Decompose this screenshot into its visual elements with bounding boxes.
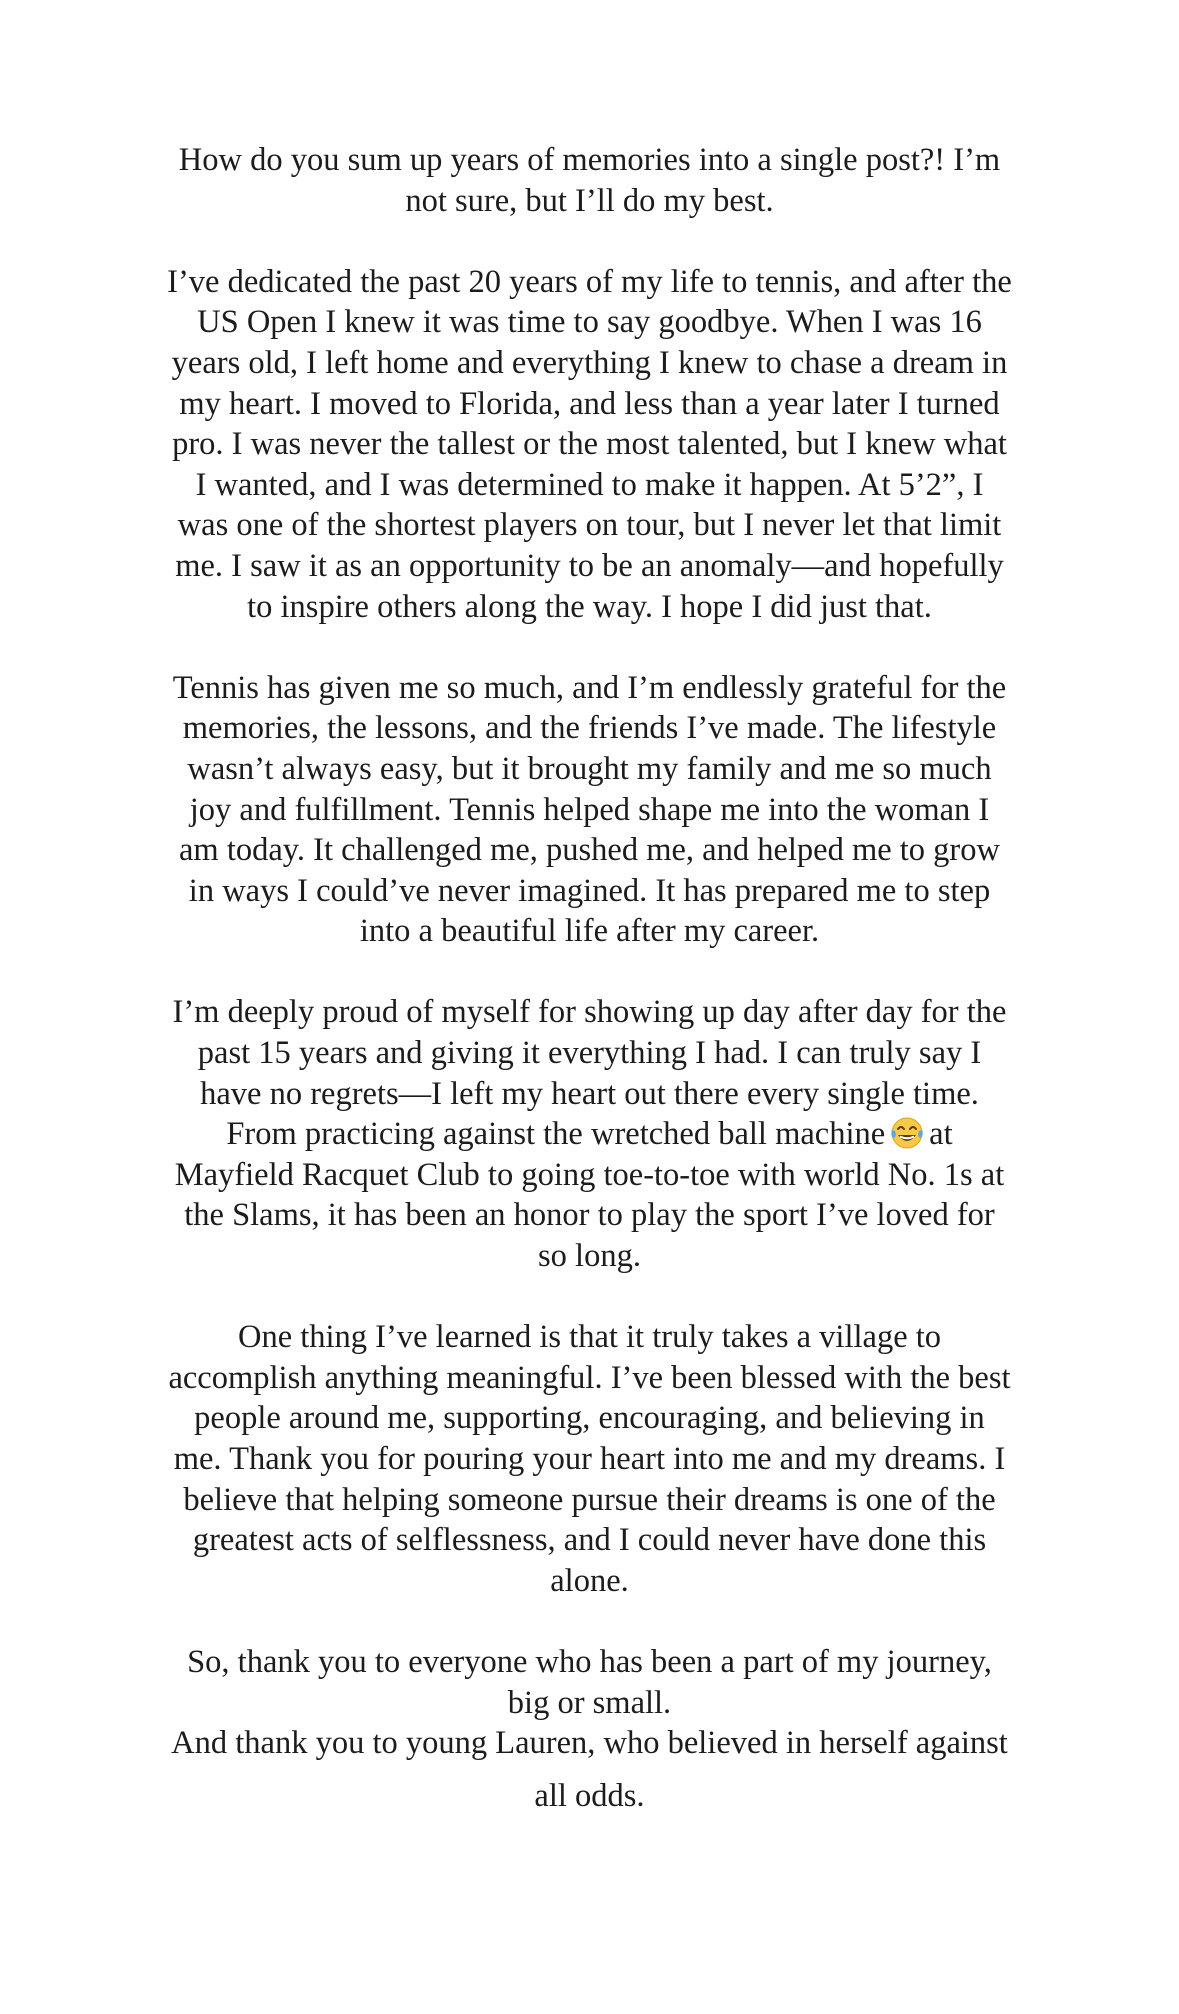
text-line: have no regrets—I left my heart out there every single time. (200, 1075, 979, 1112)
text-line: not sure, but I’ll do my best. (405, 182, 774, 219)
text-line: I wanted, and I was determined to make it happen. At 5’2”, I (195, 466, 984, 503)
text-line: One thing I’ve learned is that it truly takes a village to (237, 1319, 942, 1356)
paragraph-village (130, 1317, 1049, 1601)
text-line: pro. I was never the tallest or the most talented, but I knew what (172, 426, 1007, 463)
text-line: the Slams, it has been an honor to play the sport I’ve loved for (184, 1197, 995, 1234)
text-fragment: From practicing against the wretched ball machine (226, 1116, 886, 1153)
text-fragment: at (929, 1116, 953, 1153)
text-line: past 15 years and giving it everything I had. I can truly say I (197, 1035, 982, 1072)
text-line: US Open I knew it was time to say goodbye. When I was 16 (197, 304, 982, 341)
text-line: believe that helping someone pursue their dreams is one of the (183, 1481, 996, 1518)
text-line: into a beautiful life after my career. (359, 913, 820, 950)
text-line: And thank you to young Lauren, who believed in herself against (171, 1725, 1008, 1762)
text-line: wasn’t always easy, but it brought my family and me so much (187, 750, 992, 787)
text-line: am today. It challenged me, pushed me, and helped me to grow (179, 832, 1000, 869)
text-line: people around me, supporting, encouraging, and believing in (194, 1400, 985, 1437)
text-line: So, thank you to everyone who has been a part of my journey, (187, 1643, 992, 1680)
tears-of-joy-emoji-icon (889, 1116, 925, 1150)
post-text (130, 140, 1049, 1857)
text-line: joy and fulfillment. Tennis helped shape me into the woman I (189, 791, 990, 828)
text-line: greatest acts of selflessness, and I could never have done this (192, 1522, 987, 1559)
text-line: was one of the shortest players on tour, but I never let that limit (177, 507, 1002, 544)
closing-line: all odds. (534, 1777, 645, 1814)
paragraph-intro (130, 140, 1049, 221)
text-line: I’m deeply proud of myself for showing up day after day for the (172, 994, 1007, 1031)
text-line: in ways I could’ve never imagined. It has prepared me to step (188, 872, 991, 909)
text-line: years old, I left home and everything I knew to chase a dream in (171, 344, 1008, 381)
text-line: Mayfield Racquet Club to going toe-to-toe with world No. 1s at (174, 1156, 1005, 1193)
text-line: How do you sum up years of memories into a single post?! I’m (178, 142, 1001, 178)
text-line: I’ve dedicated the past 20 years of my life to tennis, and after the (167, 263, 1012, 300)
emoji-text-line (130, 1114, 1049, 1155)
text-line: me. Thank you for pouring your heart into me and my dreams. I (173, 1441, 1006, 1477)
text-line: me. I saw it as an opportunity to be an anomaly—and hopefully (175, 547, 1004, 584)
paragraph-career (130, 262, 1049, 627)
text-line: so long. (538, 1238, 641, 1275)
paragraph-gratitude (130, 668, 1049, 952)
text-line: memories, the lessons, and the friends I’ve made. The lifestyle (182, 710, 997, 747)
text-line: Tennis has given me so much, and I’m endlessly grateful for the (172, 669, 1007, 706)
text-line: alone. (550, 1562, 629, 1599)
paragraph-pride-continued (130, 1155, 1049, 1277)
text-line: to inspire others along the way. I hope I did just that. (247, 588, 932, 625)
text-line: accomplish anything meaningful. I’ve been blessed with the best (168, 1359, 1011, 1396)
paragraph-pride (130, 992, 1049, 1154)
text-line: big or small. (507, 1684, 672, 1721)
text-line: my heart. I moved to Florida, and less than a year later I turned (179, 385, 1000, 422)
paragraph-thanks (130, 1642, 1049, 1816)
